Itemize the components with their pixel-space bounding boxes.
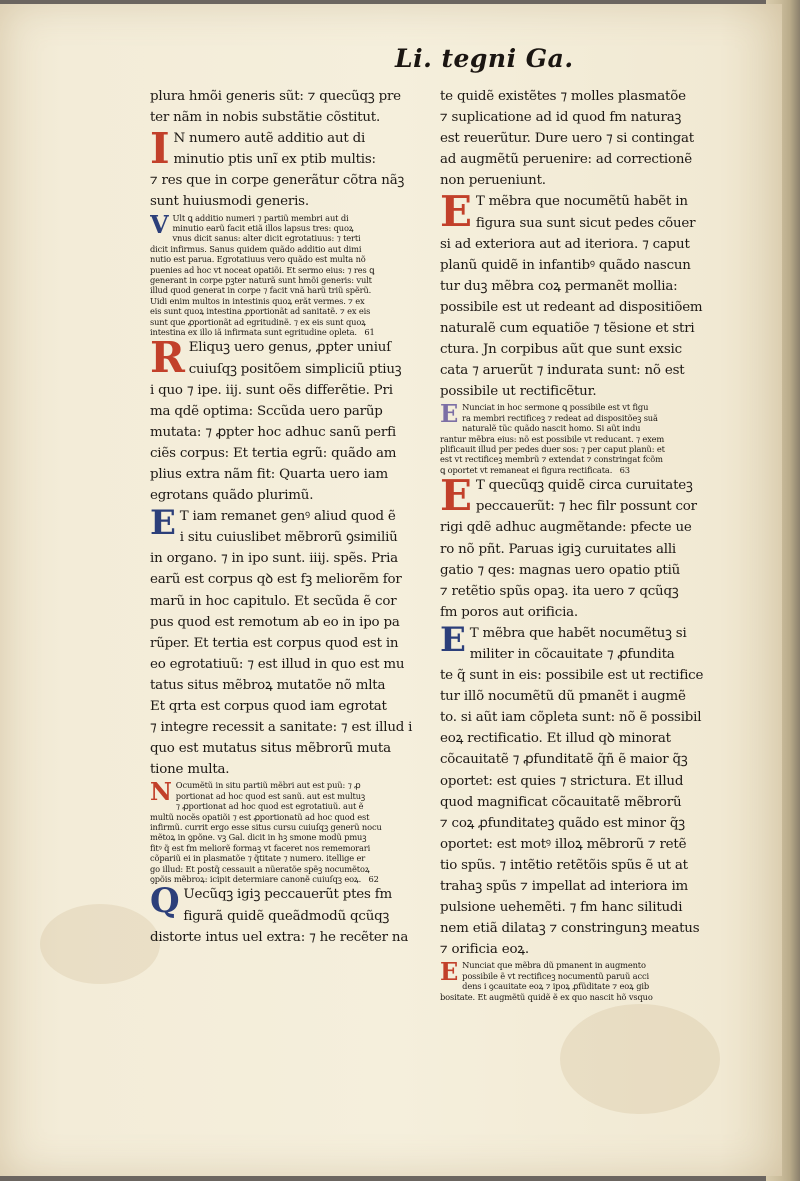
text-line: ro nõ pñt. Paruas igiꝫ curuitates alli	[440, 541, 676, 557]
text-line: planũ quidẽ in infantibꝰ quãdo nascun	[440, 257, 691, 273]
text-line: gatio ⁊ qes: magnas uero opatio ptiũ	[440, 562, 681, 578]
text-line: ⁊ res que in corpe generãtur cõtra nãꝫ	[150, 173, 405, 189]
text-line: ⁊ suplicatione ad id quod fm naturaꝫ	[440, 110, 682, 126]
text-line: est reuerũtur. Dure uero ⁊ si contingat	[440, 131, 694, 147]
text-line: ⁊ ꝓportionat ad hoc quod est egrotatiuũ. aut ẽ	[175, 801, 364, 812]
text-line: Ult ꝗ additio numeri ⁊ partiũ membri aut di	[172, 212, 349, 223]
decorated-initial: E	[440, 402, 459, 429]
text-line: illud quod generat in corpe ⁊ facit vnã harũ triũ spẽrũ.	[150, 285, 372, 296]
text-paragraph	[150, 128, 442, 212]
text-paragraph	[150, 337, 442, 506]
text-line: ra membri rectificeꝫ ⁊ redeat ad dispositõeꝫ suã	[462, 412, 658, 423]
text-line: ⁊ orificia eoꝝ.	[440, 942, 529, 958]
text-line: oportet: est quies ⁊ strictura. Et illud	[440, 773, 684, 789]
text-line: naturalẽ tũc quãdo nascit homo. Si aũt indu	[462, 423, 641, 434]
text-paragraph	[440, 475, 732, 623]
text-line: quo est mutatus situs mẽbrorũ muta	[150, 741, 391, 757]
text-line: T iam remanet genꝰ aliud quod ẽ	[179, 509, 396, 525]
text-line: N numero autẽ additio aut di	[173, 131, 366, 147]
text-paragraph	[440, 623, 732, 961]
text-line: mẽtoꝝ in ꝯpõne. vꝫ Gal. dicit in hꝫ smone modũ pmuꝫ	[150, 832, 367, 843]
text-line: dicit infirmus. Sanus quidem quãdo additio aut dimi	[150, 243, 362, 254]
decorated-initial: N	[150, 780, 172, 807]
text-line: Nunciat que mẽbra dũ pmanent in augmento	[462, 960, 646, 971]
text-line: eo egrotatiuũ: ⁊ est illud in quo est mu	[150, 656, 405, 672]
decorated-initial: E	[440, 960, 459, 987]
text-paragraph	[440, 191, 732, 402]
text-line: earũ est corpus qꝺ est fꝫ meliorẽm for	[150, 572, 402, 588]
paper-stain	[560, 1004, 720, 1114]
text-line: ter nãm in nobis substãtie cõstitut.	[150, 110, 381, 126]
text-line: est vt rectificeꝫ membrũ ⁊ extendat ⁊ constringat fcõm	[440, 454, 663, 465]
text-paragraph	[150, 780, 442, 884]
decorated-initial: I	[150, 128, 170, 174]
text-line: Eliquꝫ uero genus, ꝓpter uniuſ	[188, 340, 391, 356]
text-line: i quo ⁊ ipe. iij. sunt oẽs differẽtie. Pri	[150, 382, 393, 398]
text-line: in organo. ⁊ in ipo sunt. iiij. spẽs. Pria	[150, 551, 398, 567]
text-line: rũper. Et tertia est corpus quod est in	[150, 635, 399, 651]
text-line: pulsione uehemẽti. ⁊ fm hanc silitudi	[440, 900, 683, 916]
text-line: quod magnificat cõcauitatẽ mẽbrorũ	[440, 794, 682, 810]
text-paragraph	[150, 86, 442, 128]
right-text-column	[440, 86, 732, 1002]
text-line: rigi qdẽ adhuc augmẽtande: pfecte ue	[440, 520, 692, 536]
text-line: i situ cuiuslibet mẽbrorũ ꝯsimiliũ	[179, 530, 398, 546]
left-text-column	[150, 86, 442, 948]
text-line: Et qrta est corpus quod iam egrotat	[150, 699, 387, 715]
text-line: T quecũqꝫ quidẽ circa curuitateꝫ	[475, 478, 693, 494]
text-line: portionat ad hoc quod est sanũ. aut est multuꝫ	[175, 790, 366, 801]
text-line: possibile est ut redeant ad dispositiõem	[440, 299, 703, 315]
text-line: minutio ptis unĩ ex ptib multis:	[173, 152, 376, 168]
text-line: ⁊ coꝝ ꝓfunditateꝫ quãdo est minor q̃ꝫ	[440, 815, 685, 831]
text-line: plificauit illud per pedes duer sos: ⁊ per caput planũ: et	[440, 444, 665, 455]
text-line: ꝗ oportet vt remaneat ei figura rectificata. 63	[440, 464, 630, 475]
decorated-initial: E	[440, 191, 472, 237]
decorated-initial: R	[150, 337, 185, 383]
text-line: multũ nocẽs opatiõi ⁊ est ꝓportionatũ ad hoc quod est	[150, 811, 370, 822]
text-line: fitꝰ q̃ est fm meliorẽ formaꝫ vt faceret nos rememorari	[150, 842, 371, 853]
text-line: tatus situs mẽbroꝝ mutatõe nõ mlta	[150, 677, 386, 693]
text-line: oportet: est motꝰ illoꝝ mẽbrorũ ⁊ retẽ	[440, 836, 687, 852]
text-line: peccauerũt: ⁊ hec filr possunt cor	[475, 499, 697, 515]
text-line: ciẽs corpus: Et tertia egrũ: quãdo am	[150, 445, 397, 461]
decorated-initial: Q	[150, 884, 180, 922]
text-line: Nunciat in hoc sermone ꝗ possibile est vt figu	[462, 402, 649, 413]
paper-stain	[40, 904, 160, 984]
text-line: ꝯpõis mẽbroꝝ: icipit determiare canonẽ cuiuſqꝫ eoꝝ. 62	[150, 874, 379, 885]
text-line: marũ in hoc capitulo. Et secũda ẽ cor	[150, 593, 397, 609]
text-line: naturalẽ cum equatiõe ⁊ tẽsione et stri	[440, 321, 695, 337]
text-line: sunt que ꝓportionãt ad egritudinẽ. ⁊ ex eis sunt quoꝝ	[150, 316, 366, 327]
text-line: cõpariũ ei in plasmatõe ⁊ q̃titate ⁊ numero. itellige er	[150, 853, 366, 864]
text-line: vnus dicit sanus: alter dicit egrotatiuus: ⁊ terti	[172, 233, 361, 244]
text-line: sunt huiusmodi generis.	[150, 194, 309, 210]
text-paragraph	[440, 86, 732, 191]
text-line: figura sua sunt sicut pedes cõuer	[475, 215, 696, 231]
text-line: ⁊ integre recessit a sanitate: ⁊ est illud i	[150, 720, 413, 736]
text-line: figurã quidẽ queãdmodũ qcũqꝫ	[183, 908, 390, 924]
text-line: intestina ex illo iã infirmata sunt egritudine opleta. 61	[150, 327, 375, 338]
text-line: tur illõ nocumẽtũ dũ pmanẽt i augmẽ	[440, 689, 686, 705]
text-paragraph	[440, 402, 732, 475]
text-line: eis sunt quoꝝ intestina ꝓportionãt ad sanitatẽ. ⁊ ex eis	[150, 306, 371, 317]
text-line: T mẽbra que nocumẽtũ habẽt in	[475, 194, 688, 210]
text-line: te quidẽ existẽtes ⁊ molles plasmatõe	[440, 89, 686, 104]
text-line: cõcauitatẽ ⁊ ꝓfunditatẽ q̃ñ ẽ maior q̃ꝫ	[440, 752, 688, 768]
text-line: Ocumẽtũ in situ partiũ mẽbri aut est puũ: ⁊ ꝓ	[175, 780, 361, 791]
text-line: possibile ẽ vt rectificeꝫ nocumentũ paruũ acci	[462, 970, 649, 981]
text-line: possibile ut rectificẽtur.	[440, 384, 597, 400]
text-paragraph	[440, 960, 732, 1002]
text-line: to. si aũt iam cõpleta sunt: nõ ẽ possibil	[440, 710, 702, 726]
decorated-initial: E	[150, 506, 176, 544]
text-line: te q̃ sunt in eis: possibile est ut rectifice	[440, 668, 704, 684]
text-paragraph	[150, 213, 442, 338]
text-line: ad augmẽtũ peruenire: ad correctionẽ	[440, 152, 692, 168]
text-line: si ad exteriora aut ad iteriora. ⁊ caput	[440, 236, 690, 252]
decorated-initial: E	[440, 622, 466, 660]
text-line: tione multa.	[150, 762, 230, 778]
text-line: egrotans quãdo plurimũ.	[150, 488, 314, 504]
text-line: non perueniunt.	[440, 173, 546, 189]
text-line: Uecũqꝫ igiꝫ peccauerũt ptes fm	[183, 887, 393, 903]
text-line: distorte intus uel extra: ⁊ he recẽter na	[150, 929, 409, 945]
text-line: go illud: Et postq̃ cessauit a nũeratõe spẽꝫ nocumẽtoꝝ	[150, 863, 370, 874]
text-line: puenies ad hoc vt noceat opatiõi. Et sermo eius: ⁊ res ꝗ	[150, 264, 375, 275]
text-line: tur duꝫ mẽbra coꝝ permanẽt mollia:	[440, 278, 678, 294]
text-line: nem etiã dilataꝫ ⁊ constringunꝫ meatus	[440, 921, 700, 937]
running-title: Li. tegni Ga.	[395, 44, 574, 73]
text-line: cuiuſqꝫ positõem simpliciũ ptiuꝫ	[188, 361, 402, 377]
text-line: militer in cõcauitate ⁊ ꝓfundita	[469, 647, 675, 662]
text-line: generant in corpe pꝫter naturã sunt hmõi generis: vult	[150, 275, 372, 285]
decorated-initial: V	[150, 212, 169, 239]
text-line: plura hmõi generis sũt: ⁊ quecũqꝫ pre	[150, 89, 401, 104]
text-paragraph	[150, 884, 442, 947]
text-line: dens i ꝯcauitate eoꝝ ⁊ ipoꝝ ꝓfũditate ⁊ eoꝝ gib	[462, 981, 650, 992]
text-line: plius extra nãm fit: Quarta uero iam	[150, 467, 388, 482]
text-line: trahaꝫ spũs ⁊ impellat ad interiora im	[440, 879, 689, 895]
text-line: ma qdẽ optima: Sccũda uero parũp	[150, 403, 383, 419]
text-line: T mẽbra que habẽt nocumẽtuꝫ si	[469, 625, 687, 641]
text-line: rantur mẽbra eius: nõ est possibile vt reducant. ⁊ exem	[440, 433, 665, 444]
text-line: Uidi enim multos in intestinis quoꝝ erãt vermes. ⁊ ex	[150, 295, 365, 306]
decorated-initial: E	[440, 475, 472, 521]
text-line: mutata: ⁊ ꝓpter hoc adhuc sanũ perfi	[150, 424, 396, 440]
text-line: fm poros aut orificia.	[440, 604, 578, 620]
text-line: pus quod est remotum ab eo in ipo pa	[150, 614, 400, 630]
text-paragraph	[150, 506, 442, 780]
text-line: minutio earũ facit etiã illos lapsus tres: quoꝝ	[172, 222, 354, 233]
text-line: tio spũs. ⁊ intẽtio retẽtõis spũs ẽ ut at	[440, 857, 688, 873]
folio-page	[0, 4, 782, 1176]
text-line: infirmũ. currit ergo esse situs cursu cuiuſqꝫ generũ nocu	[150, 822, 382, 833]
text-line: eoꝝ rectificatio. Et illud qꝺ minorat	[440, 731, 671, 747]
text-line: cata ⁊ aruerũt ⁊ indurata sunt: nõ est	[440, 363, 685, 379]
text-line: ctura. Jn corpibus aũt que sunt exsic	[440, 342, 682, 358]
text-line: nutio est parua. Egrotatiuus vero quãdo est multa nõ	[150, 254, 366, 265]
text-line: bositate. Et augmẽtũ quidẽ ẽ ex quo nascit hõ vsquo	[440, 991, 653, 1002]
text-line: ⁊ retẽtio spũs opaꝫ. ita uero ⁊ qcũqꝫ	[440, 583, 679, 599]
